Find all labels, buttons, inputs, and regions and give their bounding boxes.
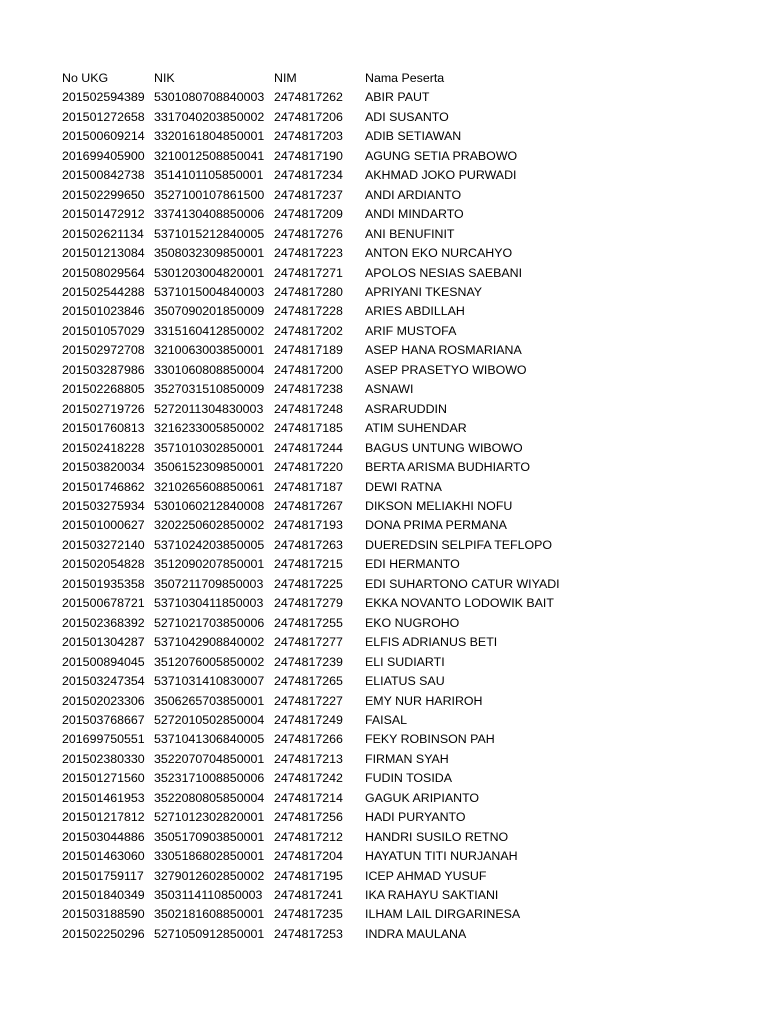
table-row <box>62 730 625 749</box>
cell-nim: 2474817234 <box>274 168 343 183</box>
cell-nim: 2474817209 <box>274 207 343 222</box>
cell-nama-peserta: FIRMAN SYAH <box>365 751 449 766</box>
cell-nik: 3305186802850001 <box>154 849 265 864</box>
cell-no-ukg: 201503820034 <box>62 460 145 475</box>
cell-nama-peserta: AKHMAD JOKO PURWADI <box>365 168 517 183</box>
cell-no-ukg: 201502368392 <box>62 615 145 630</box>
cell-no-ukg: 201500842738 <box>62 168 145 183</box>
cell-no-ukg: 201503272140 <box>62 537 145 552</box>
cell-nim: 2474817277 <box>274 635 343 650</box>
cell-nim: 2474817220 <box>274 460 343 475</box>
cell-nik: 3512076005850002 <box>154 654 265 669</box>
table-row <box>62 828 625 847</box>
table-row <box>62 264 625 283</box>
header-nim: NIM <box>274 71 297 85</box>
cell-nama-peserta: DEWI RATNA <box>365 479 442 494</box>
cell-nim: 2474817200 <box>274 362 343 377</box>
cell-nik: 5271050912850001 <box>154 926 265 941</box>
cell-nama-peserta: INDRA MAULANA <box>365 926 467 941</box>
table-row <box>62 575 625 594</box>
cell-nim: 2474817255 <box>274 615 343 630</box>
cell-nim: 2474817266 <box>274 732 343 747</box>
cell-nim: 2474817185 <box>274 421 343 436</box>
cell-nim: 2474817204 <box>274 849 343 864</box>
cell-nim: 2474817215 <box>274 557 343 572</box>
cell-nama-peserta: ATIM SUHENDAR <box>365 421 467 436</box>
cell-nama-peserta: EDI SUHARTONO CATUR WIYADI <box>365 576 560 591</box>
cell-no-ukg: 201501746862 <box>62 479 145 494</box>
cell-nim: 2474817267 <box>274 498 343 513</box>
cell-no-ukg: 201502380330 <box>62 751 145 766</box>
cell-nik: 3506152309850001 <box>154 460 265 475</box>
cell-no-ukg: 201699750551 <box>62 732 145 747</box>
cell-no-ukg: 201501213084 <box>62 246 145 261</box>
cell-nim: 2474817225 <box>274 576 343 591</box>
table-row <box>62 536 625 555</box>
cell-no-ukg: 201501023846 <box>62 304 145 319</box>
table-row <box>62 886 625 905</box>
table-row <box>62 341 625 360</box>
table-row <box>62 808 625 827</box>
cell-nim: 2474817213 <box>274 751 343 766</box>
cell-no-ukg: 201502054828 <box>62 557 145 572</box>
cell-nim: 2474817237 <box>274 187 343 202</box>
cell-nim: 2474817276 <box>274 226 343 241</box>
cell-nama-peserta: FUDIN TOSIDA <box>365 771 452 786</box>
cell-nim: 2474817262 <box>274 90 343 105</box>
cell-nik: 3523171008850006 <box>154 771 265 786</box>
cell-nama-peserta: ASEP PRASETYO WIBOWO <box>365 362 527 377</box>
cell-nama-peserta: ANI BENUFINIT <box>365 226 455 241</box>
cell-nama-peserta: EKKA NOVANTO LODOWIK BAIT <box>365 596 554 611</box>
cell-no-ukg: 201501759117 <box>62 868 144 883</box>
table-row <box>62 905 625 924</box>
cell-nim: 2474817195 <box>274 868 343 883</box>
table-row <box>62 244 625 263</box>
cell-nama-peserta: ADIB SETIAWAN <box>365 129 462 144</box>
cell-nim: 2474817238 <box>274 382 343 397</box>
cell-nik: 3508032309850001 <box>154 246 265 261</box>
table-row <box>62 108 625 127</box>
cell-nama-peserta: FEKY ROBINSON PAH <box>365 732 495 747</box>
cell-no-ukg: 201502544288 <box>62 284 145 299</box>
cell-nik: 5301060212840008 <box>154 498 265 513</box>
cell-nama-peserta: EKO NUGROHO <box>365 615 460 630</box>
cell-nik: 5272010502850004 <box>154 712 265 727</box>
cell-nik: 3210012508850041 <box>154 148 265 163</box>
table-row <box>62 322 625 341</box>
cell-nim: 2474817256 <box>274 810 343 825</box>
cell-nik: 5371042908840002 <box>154 635 265 650</box>
cell-no-ukg: 201502972708 <box>62 343 145 358</box>
cell-nik: 3503114110850003 <box>154 888 263 903</box>
cell-no-ukg: 201501271560 <box>62 771 145 786</box>
cell-nim: 2474817242 <box>274 771 343 786</box>
cell-nim: 2474817271 <box>274 265 343 280</box>
cell-nik: 5371024203850005 <box>154 537 265 552</box>
table-row <box>62 867 625 886</box>
cell-nama-peserta: FAISAL <box>365 712 408 727</box>
cell-nama-peserta: HADI PURYANTO <box>365 810 466 825</box>
cell-nik: 5371031410830007 <box>154 674 265 689</box>
cell-no-ukg: 201508029564 <box>62 265 145 280</box>
cell-no-ukg: 201501472912 <box>62 207 145 222</box>
cell-nik: 3502181608850001 <box>154 907 265 922</box>
table-row <box>62 439 625 458</box>
cell-nik: 3527031510850009 <box>154 382 265 397</box>
cell-nik: 3315160412850002 <box>154 323 265 338</box>
cell-nama-peserta: EDI HERMANTO <box>365 557 460 572</box>
cell-no-ukg: 201500894045 <box>62 654 145 669</box>
cell-nik: 5371041306840005 <box>154 732 265 747</box>
cell-nama-peserta: ICEP AHMAD YUSUF <box>365 868 487 883</box>
cell-nim: 2474817187 <box>274 479 343 494</box>
cell-no-ukg: 201501935358 <box>62 576 145 591</box>
table-row <box>62 711 625 730</box>
cell-nama-peserta: ABIR PAUT <box>365 90 430 105</box>
cell-nim: 2474817212 <box>274 829 343 844</box>
cell-nik: 5371030411850003 <box>154 596 264 611</box>
cell-nik: 5301080708840003 <box>154 90 265 105</box>
cell-nim: 2474817202 <box>274 323 343 338</box>
table-body <box>62 88 625 944</box>
table-row <box>62 847 625 866</box>
cell-nim: 2474817228 <box>274 304 343 319</box>
cell-nama-peserta: DONA PRIMA PERMANA <box>365 518 507 533</box>
cell-no-ukg: 201500678721 <box>62 596 145 611</box>
cell-nim: 2474817244 <box>274 440 343 455</box>
cell-no-ukg: 201501760813 <box>62 421 145 436</box>
cell-nama-peserta: ELFIS ADRIANUS BETI <box>365 635 498 650</box>
table-row <box>62 380 625 399</box>
cell-nama-peserta: ASEP HANA ROSMARIANA <box>365 343 522 358</box>
cell-nik: 5272011304830003 <box>154 401 264 416</box>
cell-nim: 2474817241 <box>274 888 343 903</box>
cell-no-ukg: 201503275934 <box>62 498 145 513</box>
cell-nama-peserta: AGUNG SETIA PRABOWO <box>365 148 518 163</box>
cell-nama-peserta: ILHAM LAIL DIRGARINESA <box>365 907 521 922</box>
table-header-row <box>62 69 625 88</box>
table-row <box>62 692 625 711</box>
cell-nama-peserta: IKA RAHAYU SAKTIANI <box>365 888 499 903</box>
cell-no-ukg: 201503768667 <box>62 712 145 727</box>
cell-nik: 3522070704850001 <box>154 751 265 766</box>
cell-nik: 5371015212840005 <box>154 226 265 241</box>
cell-nik: 3522080805850004 <box>154 790 265 805</box>
cell-no-ukg: 201501463060 <box>62 849 145 864</box>
cell-no-ukg: 201502719726 <box>62 401 145 416</box>
participant-table <box>62 69 625 944</box>
cell-nim: 2474817253 <box>274 926 343 941</box>
cell-nama-peserta: ANDI ARDIANTO <box>365 187 462 202</box>
cell-nama-peserta: ASRARUDDIN <box>365 401 447 416</box>
cell-no-ukg: 201502418228 <box>62 440 145 455</box>
header-no-ukg: No UKG <box>62 71 109 85</box>
cell-nama-peserta: APOLOS NESIAS SAEBANI <box>365 265 523 280</box>
cell-no-ukg: 201503188590 <box>62 907 145 922</box>
table-row <box>62 555 625 574</box>
cell-nim: 2474817193 <box>274 518 343 533</box>
table-row <box>62 614 625 633</box>
cell-nik: 5271012302820001 <box>154 810 265 825</box>
table-row <box>62 127 625 146</box>
cell-nim: 2474817203 <box>274 129 343 144</box>
cell-no-ukg: 201502299650 <box>62 187 145 202</box>
table-row <box>62 205 625 224</box>
cell-nim: 2474817280 <box>274 284 343 299</box>
cell-nama-peserta: ARIF MUSTOFA <box>365 323 457 338</box>
cell-nim: 2474817223 <box>274 246 343 261</box>
cell-no-ukg: 201501217812 <box>62 810 145 825</box>
cell-nik: 5301203004820001 <box>154 265 265 280</box>
cell-nik: 3507090201850009 <box>154 304 265 319</box>
table-row <box>62 302 625 321</box>
cell-nik: 3202250602850002 <box>154 518 265 533</box>
cell-nim: 2474817265 <box>274 674 343 689</box>
cell-nim: 2474817214 <box>274 790 343 805</box>
cell-no-ukg: 201501840349 <box>62 888 145 903</box>
cell-no-ukg: 201502621134 <box>62 226 144 241</box>
cell-nama-peserta: ELIATUS SAU <box>365 674 445 689</box>
cell-nik: 3514101105850001 <box>154 168 264 183</box>
header-nik: NIK <box>154 71 175 85</box>
cell-nim: 2474817239 <box>274 654 343 669</box>
cell-nama-peserta: HAYATUN TITI NURJANAH <box>365 849 518 864</box>
cell-nik: 3301060808850004 <box>154 362 265 377</box>
cell-no-ukg: 201699405900 <box>62 148 145 163</box>
cell-nama-peserta: ELI SUDIARTI <box>365 654 445 669</box>
cell-no-ukg: 201502594389 <box>62 90 145 105</box>
table-row <box>62 750 625 769</box>
cell-no-ukg: 201500609214 <box>62 129 145 144</box>
cell-nik: 3210063003850001 <box>154 343 265 358</box>
cell-nim: 2474817190 <box>274 148 343 163</box>
cell-no-ukg: 201501272658 <box>62 109 145 124</box>
cell-nim: 2474817227 <box>274 693 343 708</box>
cell-no-ukg: 201503287986 <box>62 362 145 377</box>
cell-no-ukg: 201501304287 <box>62 635 145 650</box>
cell-nik: 3506265703850001 <box>154 693 265 708</box>
cell-no-ukg: 201503044886 <box>62 829 145 844</box>
cell-nik: 3512090207850001 <box>154 557 265 572</box>
table-row <box>62 88 625 107</box>
cell-nama-peserta: ANTON EKO NURCAHYO <box>365 246 513 261</box>
table-row <box>62 361 625 380</box>
cell-nik: 3507211709850003 <box>154 576 264 591</box>
cell-nik: 3505170903850001 <box>154 829 265 844</box>
header-nama-peserta: Nama Peserta <box>365 71 445 85</box>
cell-nama-peserta: APRIYANI TKESNAY <box>365 284 483 299</box>
cell-nik: 3527100107861500 <box>154 187 265 202</box>
cell-no-ukg: 201502268805 <box>62 382 145 397</box>
cell-nama-peserta: DUEREDSIN SELPIFA TEFLOPO <box>365 537 553 552</box>
cell-nama-peserta: ARIES ABDILLAH <box>365 304 465 319</box>
cell-nama-peserta: ASNAWI <box>365 382 414 397</box>
table-row <box>62 769 625 788</box>
cell-nik: 5371015004840003 <box>154 284 265 299</box>
cell-nama-peserta: DIKSON MELIAKHI NOFU <box>365 498 513 513</box>
table-row <box>62 283 625 302</box>
table-row <box>62 186 625 205</box>
cell-nik: 3317040203850002 <box>154 109 265 124</box>
cell-nama-peserta: GAGUK ARIPIANTO <box>365 790 480 805</box>
cell-nik: 3571010302850001 <box>154 440 265 455</box>
table-row <box>62 478 625 497</box>
cell-no-ukg: 201501461953 <box>62 790 145 805</box>
cell-no-ukg: 201502023306 <box>62 693 145 708</box>
cell-nim: 2474817248 <box>274 401 343 416</box>
table-row <box>62 166 625 185</box>
table-row <box>62 672 625 691</box>
cell-nama-peserta: BAGUS UNTUNG WIBOWO <box>365 440 523 455</box>
table-row <box>62 653 625 672</box>
cell-no-ukg: 201501000627 <box>62 518 145 533</box>
table-row <box>62 458 625 477</box>
cell-nik: 3374130408850006 <box>154 207 265 222</box>
cell-nama-peserta: EMY NUR HARIROH <box>365 693 483 708</box>
table-row <box>62 147 625 166</box>
cell-nama-peserta: BERTA ARISMA BUDHIARTO <box>365 460 531 475</box>
cell-no-ukg: 201503247354 <box>62 674 145 689</box>
cell-nama-peserta: HANDRI SUSILO RETNO <box>365 829 509 844</box>
cell-nim: 2474817189 <box>274 343 343 358</box>
cell-nim: 2474817249 <box>274 712 343 727</box>
cell-nik: 3320161804850001 <box>154 129 265 144</box>
table-row <box>62 789 625 808</box>
table-row <box>62 925 625 944</box>
cell-no-ukg: 201501057029 <box>62 323 145 338</box>
cell-nim: 2474817263 <box>274 537 343 552</box>
cell-nik: 3210265608850061 <box>154 479 265 494</box>
table-row <box>62 419 625 438</box>
table-row <box>62 516 625 535</box>
cell-nim: 2474817235 <box>274 907 343 922</box>
cell-nim: 2474817279 <box>274 596 343 611</box>
table-row <box>62 400 625 419</box>
cell-nim: 2474817206 <box>274 109 343 124</box>
cell-nik: 3216233005850002 <box>154 421 265 436</box>
table-row <box>62 633 625 652</box>
table-row <box>62 594 625 613</box>
cell-nama-peserta: ANDI MINDARTO <box>365 207 464 222</box>
cell-nik: 3279012602850002 <box>154 868 265 883</box>
cell-nama-peserta: ADI SUSANTO <box>365 109 449 124</box>
cell-no-ukg: 201502250296 <box>62 926 145 941</box>
cell-nik: 5271021703850006 <box>154 615 265 630</box>
table-row <box>62 497 625 516</box>
table-row <box>62 225 625 244</box>
